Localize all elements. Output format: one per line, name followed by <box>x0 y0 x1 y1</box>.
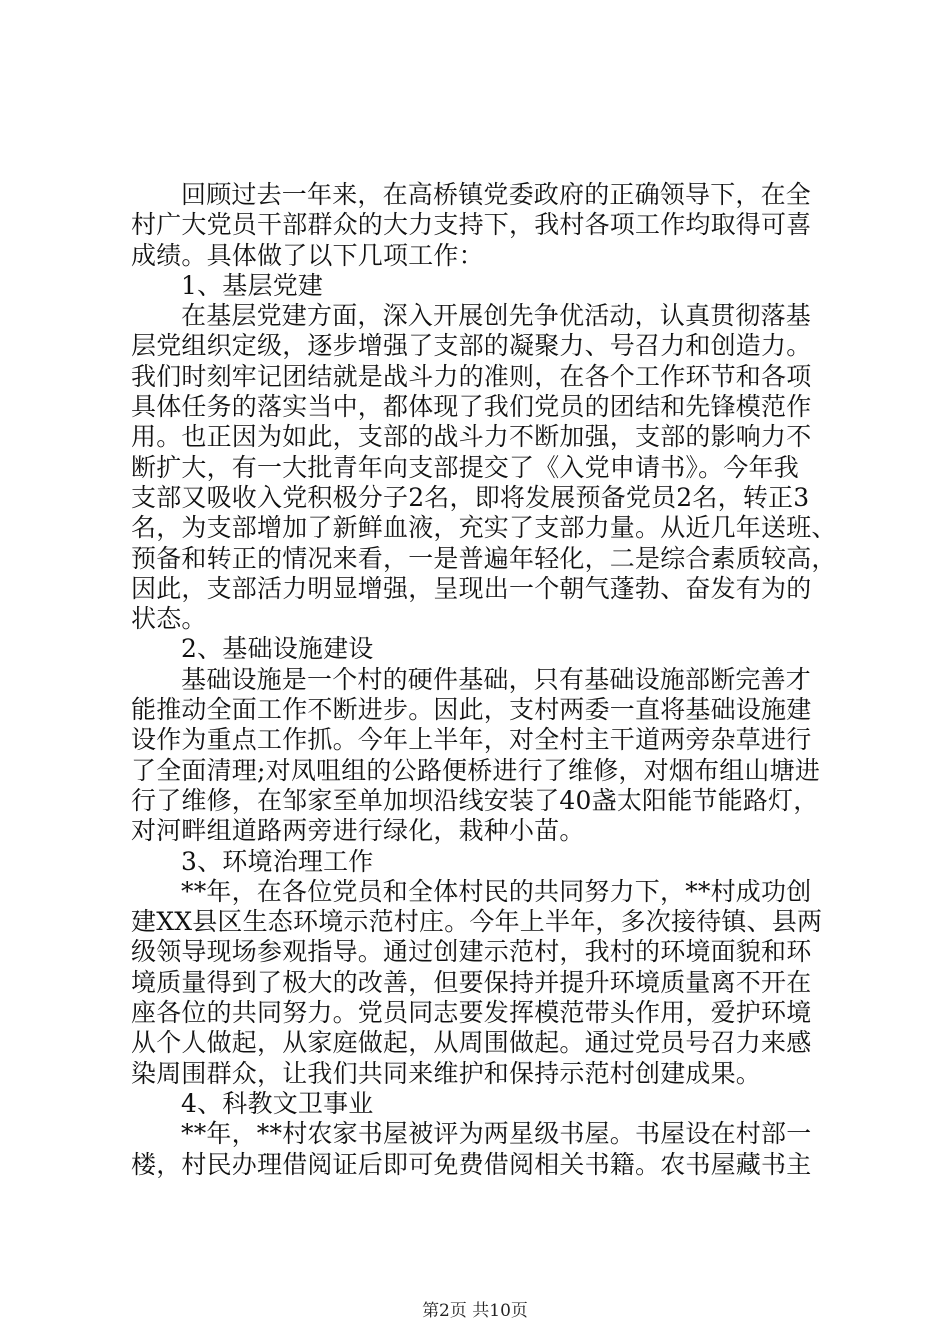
text-line: 2、基础设施建设 <box>181 634 374 664</box>
text-line: 行了维修，在邹家至单加坝沿线安装了40盏太阳能节能路灯， <box>131 785 819 815</box>
text-line: 座各位的共同努力。党员同志要发挥模范带头作用，爱护环境 <box>131 998 812 1028</box>
text-line: 成绩。具体做了以下几项工作： <box>131 240 484 270</box>
page-footer: 第2页 共10页 <box>422 1301 528 1321</box>
text-line: 了全面清理;对凤咀组的公路便桥进行了维修，对烟布组山塘进 <box>131 755 821 785</box>
document-body <box>131 180 837 1180</box>
text-line: 我们时刻牢记团结就是战斗力的准则，在各个工作环节和各项 <box>131 361 812 391</box>
text-line: **年，**村农家书屋被评为两星级书屋。书屋设在村部一 <box>181 1119 812 1149</box>
text-line: 支部又吸收入党积极分子2名，即将发展预备党员2名，转正3 <box>131 482 810 512</box>
text-line: 村广大党员干部群众的大力支持下，我村各项工作均取得可喜 <box>131 210 812 240</box>
text-line: 境质量得到了极大的改善，但要保持并提升环境质量离不开在 <box>131 967 812 997</box>
text-line: 楼，村民办理借阅证后即可免费借阅相关书籍。农书屋藏书主 <box>131 1149 812 1179</box>
text-line: 建XX县区生态环境示范村庄。今年上半年，多次接待镇、县两 <box>131 907 823 937</box>
text-line: 状态。 <box>131 604 207 634</box>
text-line: 设作为重点工作抓。今年上半年，对全村主干道两旁杂草进行 <box>131 725 812 755</box>
text-line: 具体任务的落实当中，都体现了我们党员的团结和先锋模范作 <box>131 392 812 422</box>
text-line: 因此，支部活力明显增强，呈现出一个朝气蓬勃、奋发有为的 <box>131 573 812 603</box>
text-line: 4、科教文卫事业 <box>181 1088 374 1118</box>
text-line: 层党组织定级，逐步增强了支部的凝聚力、号召力和创造力。 <box>131 331 812 361</box>
text-line: 回顾过去一年来，在高桥镇党委政府的正确领导下，在全 <box>181 180 812 209</box>
text-line: **年，在各位党员和全体村民的共同努力下，**村成功创 <box>181 876 812 906</box>
text-line: 在基层党建方面，深入开展创先争优活动，认真贯彻落基 <box>181 301 812 331</box>
text-line: 能推动全面工作不断进步。因此，支村两委一直将基础设施建 <box>131 695 812 725</box>
text-line: 名，为支部增加了新鲜血液，充实了支部力量。从近几年送班、 <box>131 513 837 543</box>
text-line: 对河畔组道路两旁进行绿化，栽种小苗。 <box>131 816 585 846</box>
text-line: 断扩大，有一大批青年向支部提交了《入党申请书》。今年我 <box>131 452 799 482</box>
text-line: 1、基层党建 <box>181 270 324 300</box>
text-line: 用。也正因为如此，支部的战斗力不断加强，支部的影响力不 <box>131 422 812 452</box>
text-line: 染周围群众，让我们共同来维护和保持示范村创建成果。 <box>131 1058 762 1088</box>
text-line: 预备和转正的情况来看，一是普遍年轻化，二是综合素质较高， <box>131 543 837 573</box>
text-line: 从个人做起，从家庭做起，从周围做起。通过党员号召力来感 <box>131 1028 812 1058</box>
text-line: 基础设施是一个村的硬件基础，只有基础设施部断完善才 <box>181 664 812 694</box>
text-line: 级领导现场参观指导。通过创建示范村，我村的环境面貌和环 <box>131 937 812 967</box>
text-line: 3、环境治理工作 <box>181 846 374 876</box>
